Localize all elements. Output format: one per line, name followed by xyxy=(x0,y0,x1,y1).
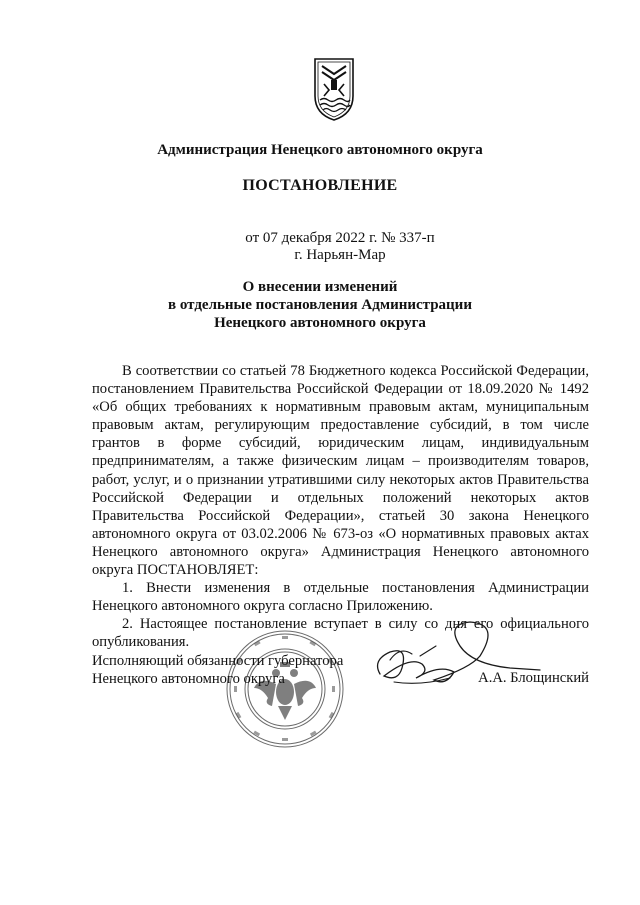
subject-line-3: Ненецкого автономного округа xyxy=(214,315,426,331)
handwritten-signature xyxy=(350,616,550,696)
signatory-position-line-2: Ненецкого автономного округа xyxy=(92,671,285,687)
signatory-name: А.А. Блощинский xyxy=(478,670,589,686)
decision-item-1: 1. Внести изменения в отдельные постановления Администрации Ненецкого автономного округа согласно Приложению. xyxy=(92,580,589,615)
document-date-number: от 07 декабря 2022 г. № 337-п xyxy=(245,230,435,246)
document-type: ПОСТАНОВЛЕНИЕ xyxy=(242,177,398,194)
coat-of-arms-emblem xyxy=(312,56,356,122)
issuing-authority: Администрация Ненецкого автономного округа xyxy=(157,142,483,158)
signatory-position-line-1: Исполняющий обязанности губернатора xyxy=(92,653,344,669)
decision-item-2: 2. Настоящее постановление вступает в силу со дня его официального опубликования. xyxy=(92,616,589,651)
subject-line-2: в отдельные постановления Администрации xyxy=(168,297,472,313)
preamble-text: В соответствии со статьей 78 Бюджетного кодекса Российской Федерации, постановлением Правительства Российской Федерации от 18.09.2020 № 1492 «Об общих требованиях к нормативным правовым актам, муниципальным правовым актам, регулирующим предоставление субсидий, в том числе грантов в форме субсидий, юридическим лицам, индивидуальным предпринимателям, а также физическим лицам – производителям товаров, работ, услуг, и о признании утратившими силу некоторых актов Правительства Российской Федерации и отдельных положений некоторых актов Правительства Российской Федерации», статьей 30 закона Ненецкого автономного округа от 03.02.2006 № 673-оз «О нормативных правовых актах Ненецкого автономного округа» Администрация Ненецкого автономного округа ПОСТАНОВЛЯЕТ: xyxy=(92,363,589,579)
document-body xyxy=(92,362,589,652)
document-subject xyxy=(0,278,640,332)
document-city: г. Нарьян-Мар xyxy=(294,247,386,263)
official-seal xyxy=(224,628,346,750)
signatory-position xyxy=(92,652,352,688)
preamble-paragraph xyxy=(92,362,589,579)
subject-line-1: О внесении изменений xyxy=(242,279,398,295)
